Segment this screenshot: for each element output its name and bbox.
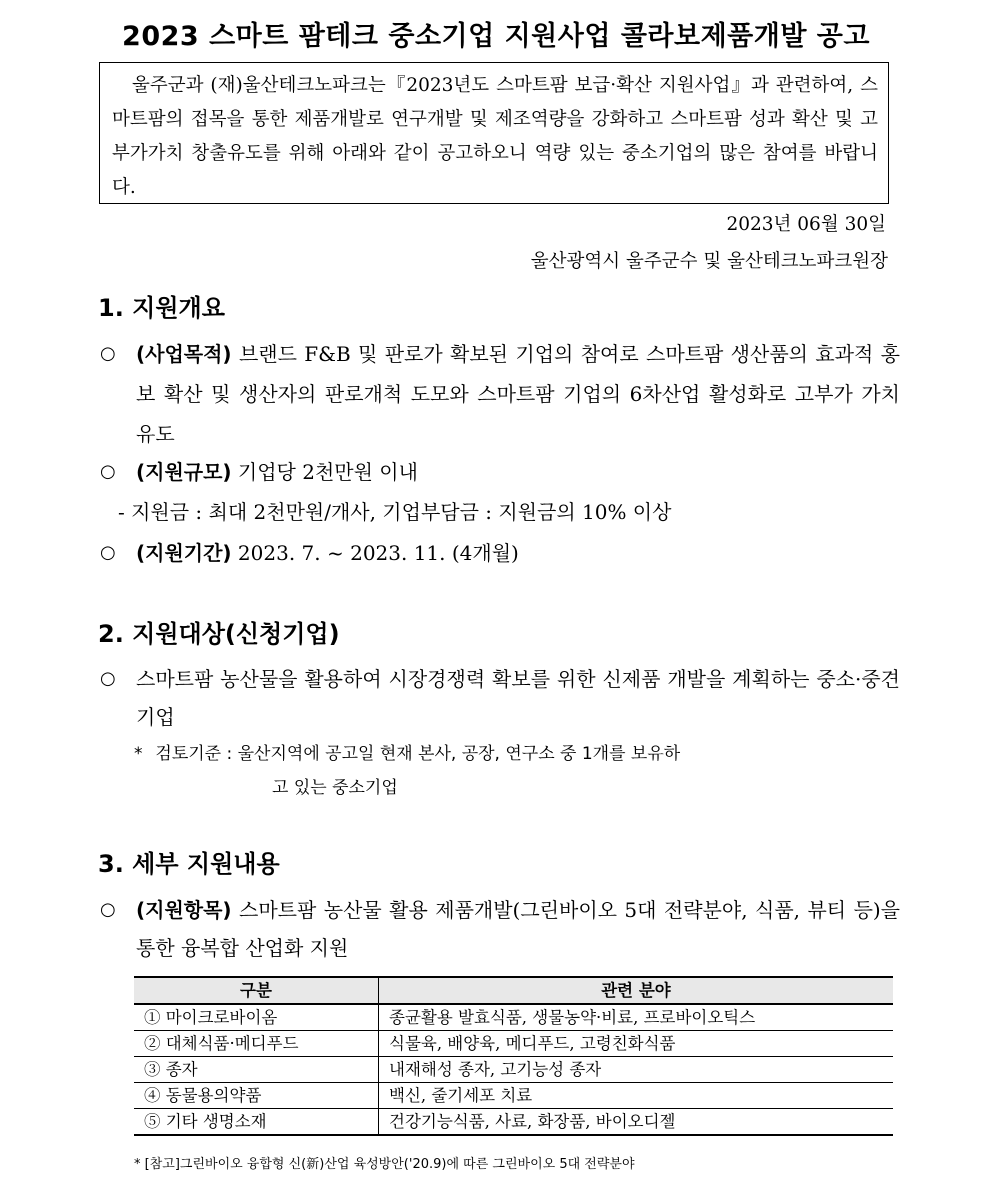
note-star: *	[134, 744, 143, 764]
section-2-title: 2. 지원대상(신청기업)	[98, 620, 340, 648]
items-text: 스마트팜 농산물 활용 제품개발(그린바이오 5대 전략분야, 식품, 뷰티 등)을 통한 융복합 산업화 지원	[136, 898, 901, 960]
table-cell-fields: 내재해성 종자, 고기능성 종자	[379, 1057, 894, 1083]
table-cell-fields: 식물육, 배양육, 메디푸드, 고령친화식품	[379, 1031, 894, 1057]
support-fields-table	[134, 976, 893, 1136]
table-row	[134, 1031, 893, 1057]
section-1-title: 1. 지원개요	[98, 294, 225, 322]
bullet-mark: ○	[100, 343, 116, 364]
items-head: (지원항목)	[136, 898, 232, 922]
table-cell-category: ③ 종자	[134, 1057, 379, 1083]
table-header-row	[134, 977, 893, 1004]
table-row	[134, 1057, 893, 1083]
purpose-text: 브랜드 F&B 및 판로가 확보된 기업의 참여로 스마트팜 생산품의 효과적 홍보 확산 및 생산자의 판로개척 도모와 스마트팜 기업의 6차산업 활성화로 고부가 가치 유도	[136, 342, 900, 446]
table-cell-fields: 종균활용 발효식품, 생물농약·비료, 프로바이오틱스	[379, 1004, 894, 1031]
criteria-line-2: 고 있는 중소기업	[272, 778, 398, 798]
header-fields: 관련 분야	[379, 977, 894, 1004]
purpose-bullet	[100, 334, 900, 454]
scale-bullet	[100, 452, 900, 492]
table-cell-category: ① 마이크로바이옴	[134, 1004, 379, 1031]
intro-box	[99, 62, 889, 204]
bullet-mark: ○	[100, 461, 116, 482]
items-bullet	[100, 891, 900, 967]
scale-text: 기업당 2천만원 이내	[237, 460, 418, 484]
table-cell-category: ④ 동물용의약품	[134, 1083, 379, 1109]
issuer: 울산광역시 울주군수 및 울산테크노파크원장	[530, 251, 888, 272]
period-text: 2023. 7. ~ 2023. 11. (4개월)	[237, 541, 519, 565]
table-row	[134, 1083, 893, 1109]
table-cell-fields: 백신, 줄기세포 치료	[379, 1083, 894, 1109]
criteria-note	[134, 737, 894, 805]
scale-head: (지원규모)	[136, 460, 232, 484]
table-cell-category: ⑤ 기타 생명소재	[134, 1109, 379, 1136]
bullet-mark: ○	[100, 542, 116, 563]
table-row	[134, 1004, 893, 1031]
intro-text: 울주군과 (재)울산테크노파크는『2023년도 스마트팜 보급·확산 지원사업』과 관련하여, 스마트팜의 접목을 통한 제품개발로 연구개발 및 제조역량을 강화하고 스마트팜 성과 확산 및 고부가가치 창출유도를 위해 아래와 같이 공고하오니 역량 있는 중소기업의 많은 참여를 바랍니다.	[112, 75, 878, 198]
bullet-mark: ○	[100, 668, 116, 689]
target-text: 스마트팜 농산물을 활용하여 시장경쟁력 확보를 위한 신제품 개발을 계획하는 중소·중견기업	[136, 667, 900, 729]
purpose-head: (사업목적)	[136, 342, 232, 366]
table-footnote: * [참고]그린바이오 융합형 신(新)산업 육성방안('20.9)에 따른 그린바이오 5대 전략분야	[134, 1157, 635, 1172]
period-head: (지원기간)	[136, 541, 232, 565]
criteria-line-1: 검토기준 : 울산지역에 공고일 현재 본사, 공장, 연구소 중 1개를 보유하	[155, 744, 681, 764]
target-bullet	[100, 660, 900, 736]
scale-sub-line: - 지원금 : 최대 2천만원/개사, 기업부담금 : 지원금의 10% 이상	[118, 500, 672, 524]
table-row	[134, 1109, 893, 1136]
announcement-date: 2023년 06월 30일	[726, 214, 886, 235]
period-bullet	[100, 533, 900, 573]
page-title: 2023 스마트 팜테크 중소기업 지원사업 콜라보제품개발 공고	[122, 21, 870, 52]
table-cell-category: ② 대체식품·메디푸드	[134, 1031, 379, 1057]
table-cell-fields: 건강기능식품, 사료, 화장품, 바이오디젤	[379, 1109, 894, 1136]
header-category: 구분	[134, 977, 379, 1004]
section-3-title: 3. 세부 지원내용	[98, 850, 280, 878]
bullet-mark: ○	[100, 899, 116, 920]
